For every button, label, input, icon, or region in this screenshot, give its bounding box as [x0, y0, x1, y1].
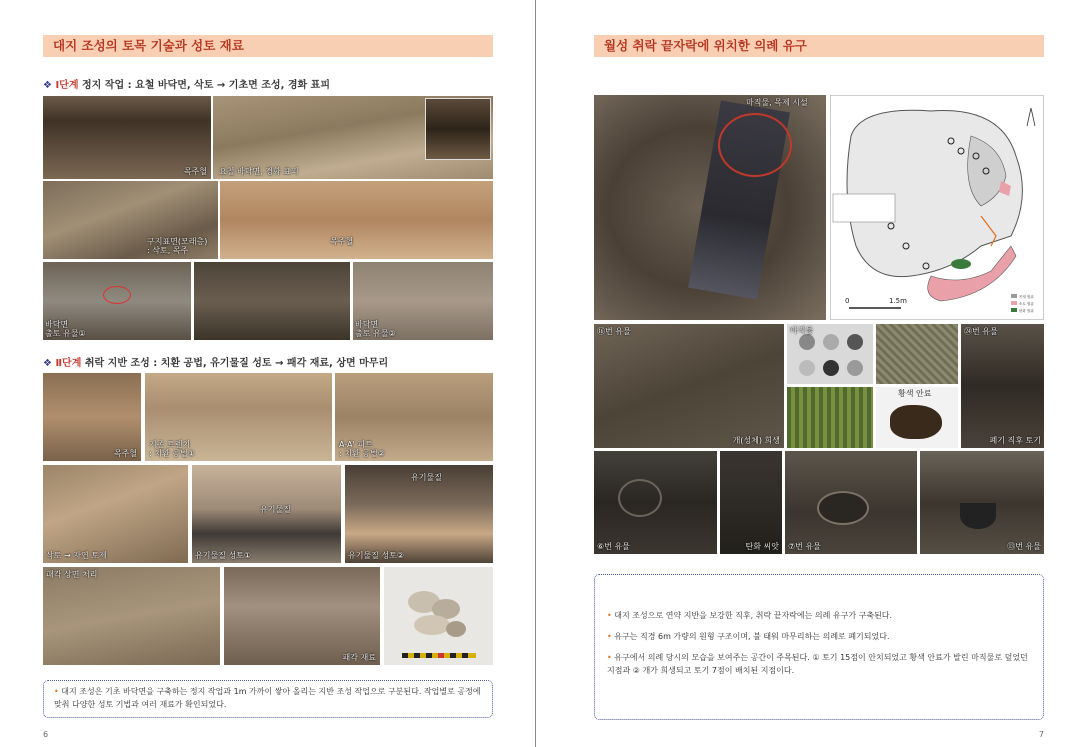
caption-shell-material: 패각 재료	[342, 653, 376, 662]
photo-posthole-2	[43, 373, 141, 461]
caption-posthole: 목주혈	[183, 167, 207, 176]
caption-item-16: ⑯번 유물	[597, 327, 631, 336]
photo-uneven-floor	[213, 96, 493, 179]
left-summary-text: 대지 조성은 기초 바닥면을 구축하는 정지 작업과 1m 가까이 쌓아 올리는 지반 조성 작업으로 구분된다. 작업별로 공정에 맞춰 다양한 성토 기법과 여러 재료가 확인되었다.	[54, 687, 481, 709]
photo-item-7	[785, 451, 917, 554]
right-note-1: 대지 조성으로 연약 지반을 보강한 직후, 취락 끝자락에는 의례 유구가 구축된다.	[614, 611, 893, 620]
step1-heading	[43, 76, 330, 91]
photo-ritual-overview	[594, 95, 826, 320]
caption-discarded-pottery: 폐기 직후 토기	[989, 436, 1041, 445]
photo-hemp-cloth-1	[787, 324, 873, 384]
photo-hemp-cloth-3	[787, 387, 873, 448]
bullet-dot: •	[607, 632, 615, 641]
right-summary-box	[594, 574, 1044, 720]
photo-cut-soil-wall	[43, 465, 188, 563]
bullet-dot: •	[607, 611, 615, 620]
photo-shell-top	[43, 567, 220, 665]
pigment-lump	[890, 405, 942, 439]
caption-item-24: ㉔번 유물	[964, 327, 998, 336]
left-summary-box	[43, 680, 493, 718]
photo-discarded-pottery	[961, 324, 1044, 448]
bullet-dot: •	[607, 653, 615, 662]
photo-dog-sacrifice	[594, 324, 784, 448]
inset-detail-photo	[425, 98, 491, 160]
photo-organic-fill-1	[192, 465, 341, 563]
photo-shell-material	[224, 567, 380, 665]
photo-item-6	[594, 451, 717, 554]
page-number-right: 7	[1038, 730, 1044, 739]
step2-heading	[43, 354, 388, 369]
bullet-dot: •	[54, 687, 62, 696]
photo-floor-artifact-1	[43, 262, 191, 340]
pottery-rim	[618, 479, 662, 517]
caption-organic-1: 유기물질	[260, 505, 291, 514]
right-page	[536, 0, 1072, 747]
right-section-title: 월성 취락 끝자락에 위치한 의례 유구	[594, 35, 1044, 57]
photo-hemp-cloth-2	[876, 324, 958, 384]
photo-existing-trench	[145, 373, 332, 461]
step1-text: 정지 작업 : 요철 바닥면, 삭토 → 기초면 조성, 경화 표피	[81, 80, 330, 91]
photo-yellow-pigment	[876, 387, 958, 448]
scale-end-label: 1.5m	[889, 297, 907, 305]
caption-old-surface: 구지표면(모래층) : 삭토, 목주	[147, 237, 208, 255]
caption-dog-sacrifice: 개(성체) 희생	[732, 436, 780, 445]
photo-aa-pit	[335, 373, 493, 461]
shell-fragments-image	[384, 567, 493, 665]
right-note-2: 유구는 직경 6m 가량의 원형 구조이며, 불 태워 마무리하는 의례로 폐기되었다.	[614, 632, 890, 641]
photo-organic-fill-2	[345, 465, 493, 563]
caption-organic-fill-2: 유기물질 성토②	[348, 551, 405, 560]
caption-carbonized-seeds: 탄화 씨앗	[745, 542, 779, 551]
pottery-cup	[960, 503, 996, 529]
site-plan-map	[830, 95, 1044, 320]
step2-label: Ⅱ단계	[55, 358, 82, 369]
diamond-bullet-icon: ❖	[43, 80, 52, 91]
caption-item-7: ⑦번 유물	[788, 542, 821, 551]
legend-carbonized: 탄화 범위	[1019, 309, 1034, 313]
scale-zero-label: 0	[845, 297, 850, 305]
caption-existing-trench: 기존 트렌치 : 치환 공법①	[149, 440, 195, 458]
photo-trench-posthole	[220, 181, 493, 259]
caption-item-13: ⑬번 유물	[1007, 542, 1041, 551]
right-note-3: 유구에서 의례 당시의 모습을 보여주는 공간이 주목된다. ① 토기 15점이 안치되었고 황색 안료가 발린 마직물로 덮었던 지점과 ② 개가 희생되고 토기 7점이 배치된 지점이다.	[607, 653, 1028, 675]
caption-uneven-floor: 요철 바닥면, 경화 표피	[219, 167, 299, 176]
photo-shell-fragments	[384, 567, 493, 665]
caption-posthole-2: 목주혈	[113, 449, 137, 458]
page-number-left: 6	[43, 730, 49, 739]
highlight-circle	[103, 286, 131, 304]
caption-hemp-cloth-wood: 마직물, 목제 시설	[746, 98, 808, 107]
caption-hemp-cloth: 마직물	[790, 326, 814, 335]
photo-artifact-closeup	[194, 262, 350, 340]
step1-label: Ⅰ단계	[55, 80, 79, 91]
photo-posthole-section	[43, 96, 211, 179]
diamond-bullet-icon: ❖	[43, 358, 52, 369]
site-plan-drawing	[831, 96, 1043, 319]
pottery-bowl	[817, 491, 869, 525]
photo-item-13	[920, 451, 1044, 554]
photo-floor-artifact-2	[353, 262, 493, 340]
caption-organic-2: 유기물질	[411, 473, 442, 482]
caption-item-6: ⑥번 유물	[597, 542, 630, 551]
caption-floor-artifact-1: 바닥면 출토 유물①	[45, 320, 86, 338]
caption-trench-posthole: 목주혈	[330, 237, 354, 246]
photo-old-surface	[43, 181, 218, 259]
left-section-title: 대지 조성의 토목 기술과 성토 재료	[43, 35, 493, 57]
highlight-circle	[718, 113, 792, 177]
caption-floor-artifact-2: 바닥면 출토 유물②	[355, 320, 396, 338]
legend-burnt-soil: 소토 범위	[1019, 302, 1034, 306]
legend-wood: 목재 범위	[1019, 295, 1034, 299]
caption-aa-pit: A-A' 피트 : 치환 공법②	[339, 440, 385, 458]
caption-shell-top: 패각 상면 처리	[46, 570, 98, 579]
photo-carbonized-seeds	[720, 451, 782, 554]
caption-organic-fill-1: 유기물질 성토①	[195, 551, 252, 560]
step2-text: 취락 지반 조성 : 치환 공법, 유기물질 성토 → 패각 재료, 상면 마무리	[84, 358, 389, 369]
caption-yellow-pigment: 황색 안료	[898, 389, 932, 398]
caption-cut-soil-wall: 삭토 → 자연 토제	[46, 551, 107, 560]
